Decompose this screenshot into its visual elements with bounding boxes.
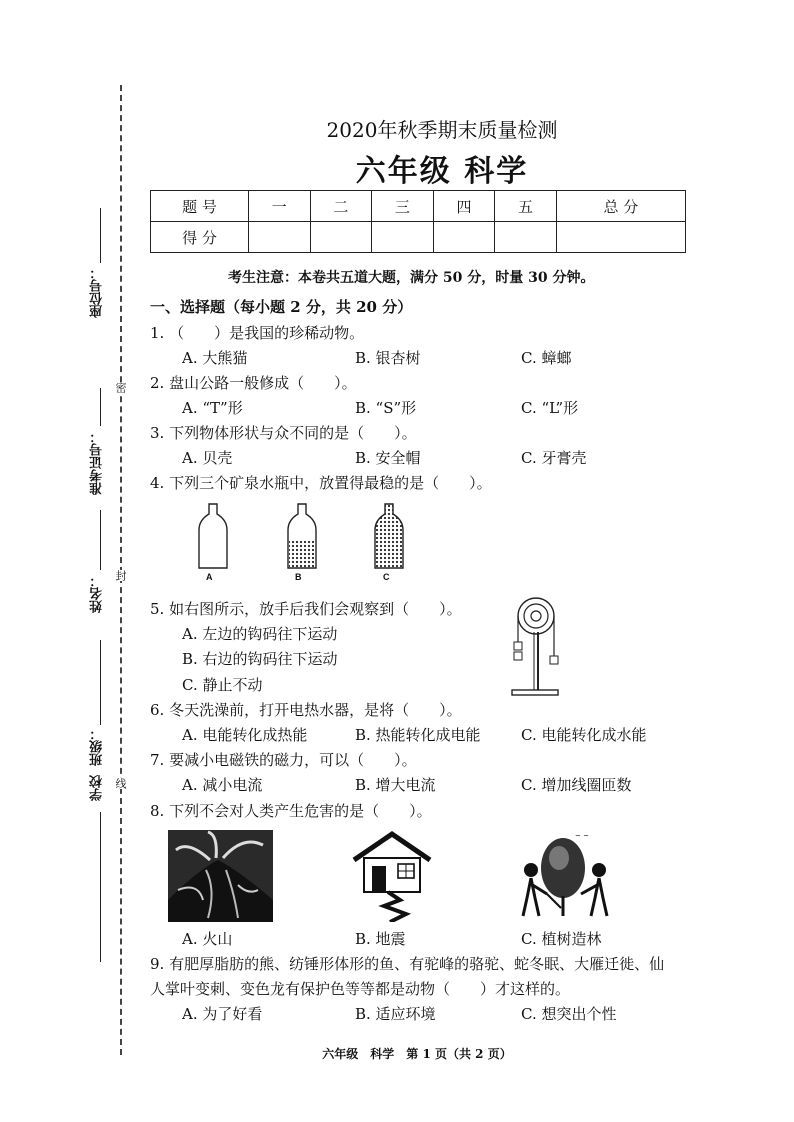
table-cell: 题 号 — [151, 191, 249, 222]
question-1: 1. （ ）是我国的珍稀动物。 — [150, 324, 365, 342]
option-8b: B. 地震 — [355, 930, 406, 948]
question-3: 3. 下列物体形状与众不同的是（ ）。 — [150, 424, 417, 442]
table-cell: 一 — [249, 191, 311, 222]
option-9a: A. 为了好看 — [182, 1005, 263, 1023]
question-2: 2. 盘山公路一般修成（ ）。 — [150, 374, 357, 392]
question-5: 5. 如右图所示，放手后我们会观察到（ ）。 — [150, 600, 462, 618]
page-footer: 六年级 科学 第 1 页（共 2 页） — [322, 1047, 512, 1061]
option-3b: B. 安全帽 — [355, 449, 421, 467]
class-line — [100, 640, 101, 725]
question-6: 6. 冬天洗澡前，打开电热水器，是将（ ）。 — [150, 701, 462, 719]
score-cell[interactable] — [495, 222, 557, 253]
bottle-a — [199, 504, 227, 568]
bottle-c-caption: C — [383, 572, 390, 582]
school-label: 学校 — [90, 775, 105, 801]
question-8: 8. 下列不会对人类产生危害的是（ ）。 — [150, 802, 432, 820]
option-5b: B. 右边的钩码往下运动 — [182, 650, 338, 668]
option-3a: A. 贝壳 — [182, 449, 233, 467]
seat-number-line — [100, 208, 101, 263]
option-6c: C. 电能转化成水能 — [521, 726, 647, 744]
option-1a: A. 大熊猫 — [182, 349, 248, 367]
option-6b: B. 热能转化成电能 — [355, 726, 481, 744]
option-2b: B. “S”形 — [355, 399, 417, 417]
table-cell: 四 — [433, 191, 495, 222]
question-9: 9. 有肥厚脂肪的熊、纺锤形体形的鱼、有驼峰的骆驼、蛇冬眠、大雁迁徙、仙 — [150, 955, 665, 973]
score-cell[interactable] — [310, 222, 372, 253]
question-7: 7. 要减小电磁铁的磁力，可以（ ）。 — [150, 751, 417, 769]
bottle-b — [288, 504, 316, 568]
earthquake-picture — [350, 830, 435, 922]
volcano-picture — [168, 830, 273, 922]
admission-number-label: 准考证号： — [90, 430, 105, 495]
tree-planting-picture — [515, 828, 615, 923]
table-cell: 得 分 — [151, 222, 249, 253]
bottle-c — [375, 504, 403, 568]
option-1c: C. 蟑螂 — [521, 349, 572, 367]
option-2c: C. “L”形 — [521, 399, 579, 417]
school-line — [100, 812, 101, 962]
name-label: 姓名： — [90, 574, 105, 613]
score-table-score-row — [151, 222, 686, 253]
seat-number-label: 座位号： — [90, 266, 105, 318]
score-table-header-row — [151, 191, 686, 222]
score-cell[interactable] — [249, 222, 311, 253]
option-7b: B. 增大电流 — [355, 776, 436, 794]
option-3c: C. 牙膏壳 — [521, 449, 587, 467]
table-cell: 总 分 — [556, 191, 685, 222]
admission-number-line — [100, 388, 101, 426]
svg-text:~ ~: ~ ~ — [575, 832, 589, 840]
table-cell: 二 — [310, 191, 372, 222]
section-heading: 一、选择题（每小题 2 分，共 20 分） — [150, 298, 413, 316]
exam-notice: 考生注意：本卷共五道大题，满分 50 分，时量 30 分钟。 — [228, 270, 595, 286]
score-cell[interactable] — [372, 222, 434, 253]
table-cell: 三 — [372, 191, 434, 222]
option-5a: A. 左边的钩码往下运动 — [182, 625, 338, 643]
question-9-continued: 人掌叶变刺、变色龙有保护色等等都是动物（ ）才这样的。 — [150, 980, 571, 998]
option-8c: C. 植树造林 — [521, 930, 602, 948]
score-cell[interactable] — [433, 222, 495, 253]
option-6a: A. 电能转化成热能 — [182, 726, 308, 744]
subject-title: 六年级 科学 — [355, 154, 529, 189]
option-7c: C. 增加线圈匝数 — [521, 776, 632, 794]
option-9b: B. 适应环境 — [355, 1005, 436, 1023]
score-cell[interactable] — [556, 222, 685, 253]
option-8a: A. 火山 — [182, 930, 233, 948]
table-cell: 五 — [495, 191, 557, 222]
seal-mark-feng: 封 — [114, 570, 127, 581]
option-2a: A. “T”形 — [182, 399, 243, 417]
option-5c: C. 静止不动 — [182, 676, 263, 694]
exam-title: 2020年秋季期末质量检测 — [326, 118, 558, 142]
seal-mark-xian: 线 — [114, 778, 127, 789]
class-label: 班级： — [90, 727, 105, 766]
option-7a: A. 减小电流 — [182, 776, 263, 794]
question-4: 4. 下列三个矿泉水瓶中，放置得最稳的是（ ）。 — [150, 474, 492, 492]
option-9c: C. 想突出个性 — [521, 1005, 617, 1023]
option-1b: B. 银杏树 — [355, 349, 421, 367]
bottle-a-caption: A — [206, 572, 213, 582]
bottle-b-caption: B — [295, 572, 302, 582]
pulley-figure — [500, 594, 570, 699]
score-table — [150, 190, 686, 253]
name-line — [100, 510, 101, 570]
seal-mark-mi: 密 — [114, 382, 127, 393]
bottles-figure — [195, 500, 415, 580]
